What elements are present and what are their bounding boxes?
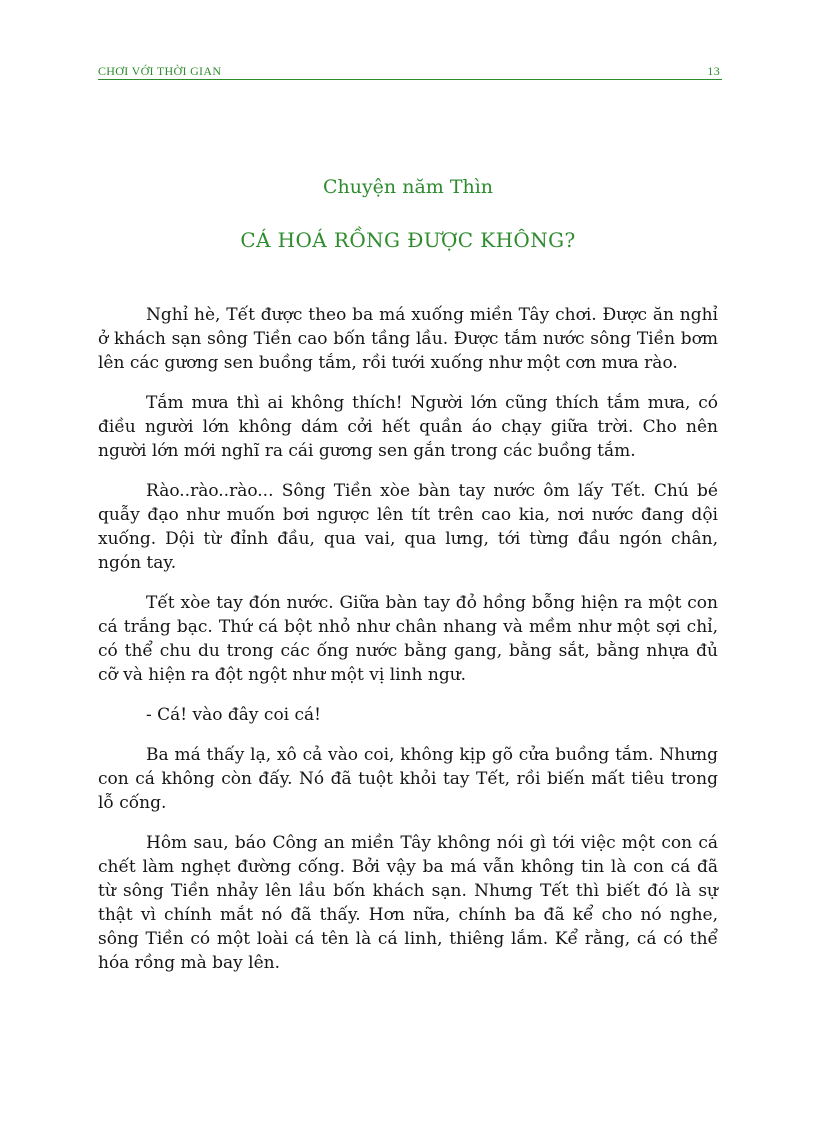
dialogue-line: - Cá! vào đây coi cá!: [146, 705, 322, 725]
paragraph: Nghỉ hè, Tết được theo ba má xuống miền Tây chơi. Được ăn nghỉ ở khách sạn sông Tiền cao bốn tầng lầu. Được tắm nước sông Tiền bơm lên các gương sen buồng tắm, rồi tưới xuống như một cơn mưa rào.: [98, 305, 718, 373]
paragraph: Hôm sau, báo Công an miền Tây không nói gì tới việc một con cá chết làm nghẹt đường cống. Bởi vậy ba má vẫn không tin là con cá đã từ sông Tiền nhảy lên lầu bốn khách sạn. Nhưng Tết thì biết đó là sự thật vì chính mắt nó đã thấy. Hơn nữa, chính ba đã kể cho nó nghe, sông Tiền có một loài cá tên là cá linh, thiêng lắm. Kể rằng, cá có thể hóa rồng mà bay lên.: [98, 833, 718, 973]
paragraph: Tắm mưa thì ai không thích! Người lớn cũng thích tắm mưa, có điều người lớn không dám cởi hết quần áo chạy giữa trời. Cho nên người lớn mới nghĩ ra cái gương sen gắn trong các buồng tắm.: [98, 393, 718, 461]
body-text: [98, 303, 718, 991]
paragraph: Tết xòe tay đón nước. Giữa bàn tay đỏ hồng bỗng hiện ra một con cá trắng bạc. Thứ cá bột nhỏ như chân nhang và mềm như một sợi chỉ, có thể chu du trong các ống nước bằng gang, bằng sắt, bằng nhựa đủ cỡ và hiện ra đột ngột như một vị linh ngư.: [98, 593, 718, 685]
running-title: CHƠI VỚI THỜI GIAN: [98, 64, 222, 78]
page-number: 13: [707, 64, 720, 78]
running-header: [98, 63, 722, 80]
paragraph: Rào..rào..rào... Sông Tiền xòe bàn tay nước ôm lấy Tết. Chú bé quẫy đạo như muốn bơi ngược lên tít trên cao kia, nơi nước đang dội xuống. Dội từ đỉnh đầu, qua vai, qua lưng, tới từng đầu ngón chân, ngón tay.: [98, 481, 718, 573]
paragraph: Ba má thấy lạ, xô cả vào coi, không kịp gõ cửa buồng tắm. Nhưng con cá không còn đấy. Nó đã tuột khỏi tay Tết, rồi biến mất tiêu trong lỗ cống.: [98, 745, 718, 813]
chapter-subtitle: Chuyện năm Thìn: [322, 176, 494, 198]
chapter-title: CÁ HOÁ RỒNG ĐƯỢC KHÔNG?: [240, 228, 576, 252]
